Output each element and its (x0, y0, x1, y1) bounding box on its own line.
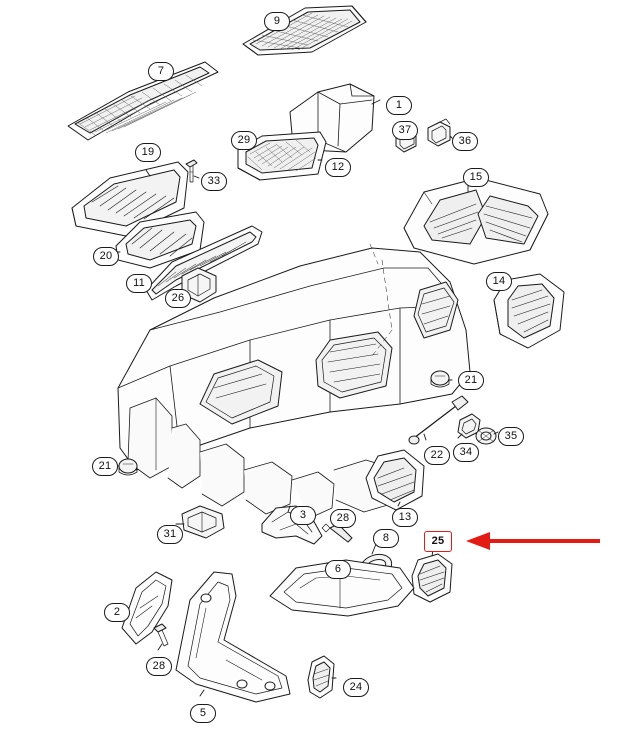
part-21-knob-left (119, 459, 137, 475)
callout-29[interactable]: 29 (231, 131, 257, 150)
callout-37[interactable]: 37 (392, 121, 418, 140)
callout-34[interactable]: 34 (453, 443, 479, 462)
callout-5[interactable]: 5 (190, 704, 216, 723)
callout-9[interactable]: 9 (264, 12, 290, 31)
callout-36[interactable]: 36 (452, 132, 478, 151)
part-36-clip (428, 119, 450, 146)
callout-19[interactable]: 19 (135, 143, 161, 162)
part-9-speaker-grille (243, 6, 366, 55)
callout-6[interactable]: 6 (325, 560, 351, 579)
callout-12[interactable]: 12 (325, 158, 351, 177)
callout-28-right[interactable]: 28 (330, 509, 356, 528)
part-25-air-vent (412, 554, 452, 602)
callout-21-right[interactable]: 21 (458, 371, 484, 390)
callout-8[interactable]: 8 (373, 529, 399, 548)
red-pointer-arrow (466, 532, 600, 550)
callout-13[interactable]: 13 (392, 508, 418, 527)
callout-3[interactable]: 3 (290, 506, 316, 525)
part-15-double-air-vent (404, 178, 548, 264)
part-35-grommet (476, 428, 496, 444)
part-5-floor-duct-lower (176, 572, 290, 702)
callout-1[interactable]: 1 (386, 96, 412, 115)
part-24-oval-vent (308, 656, 334, 698)
callout-14[interactable]: 14 (486, 272, 512, 291)
part-2-side-duct (122, 572, 172, 644)
part-31-bracket (182, 506, 224, 538)
callout-15[interactable]: 15 (463, 168, 489, 187)
callout-11[interactable]: 11 (126, 274, 152, 293)
callout-25-highlighted[interactable]: 25 (424, 531, 452, 552)
callout-31[interactable]: 31 (157, 525, 183, 544)
callout-22[interactable]: 22 (424, 446, 450, 465)
part-7-defroster-grille (68, 62, 218, 140)
callout-21-left[interactable]: 21 (92, 457, 118, 476)
callout-26[interactable]: 26 (165, 289, 191, 308)
callout-20[interactable]: 20 (93, 247, 119, 266)
callout-7[interactable]: 7 (148, 62, 174, 81)
callout-28-lower[interactable]: 28 (146, 657, 172, 676)
callout-2[interactable]: 2 (104, 603, 130, 622)
callout-35[interactable]: 35 (498, 427, 524, 446)
callout-33[interactable]: 33 (201, 172, 227, 191)
callout-24[interactable]: 24 (343, 678, 369, 697)
part-28-screw-lower (154, 624, 168, 646)
